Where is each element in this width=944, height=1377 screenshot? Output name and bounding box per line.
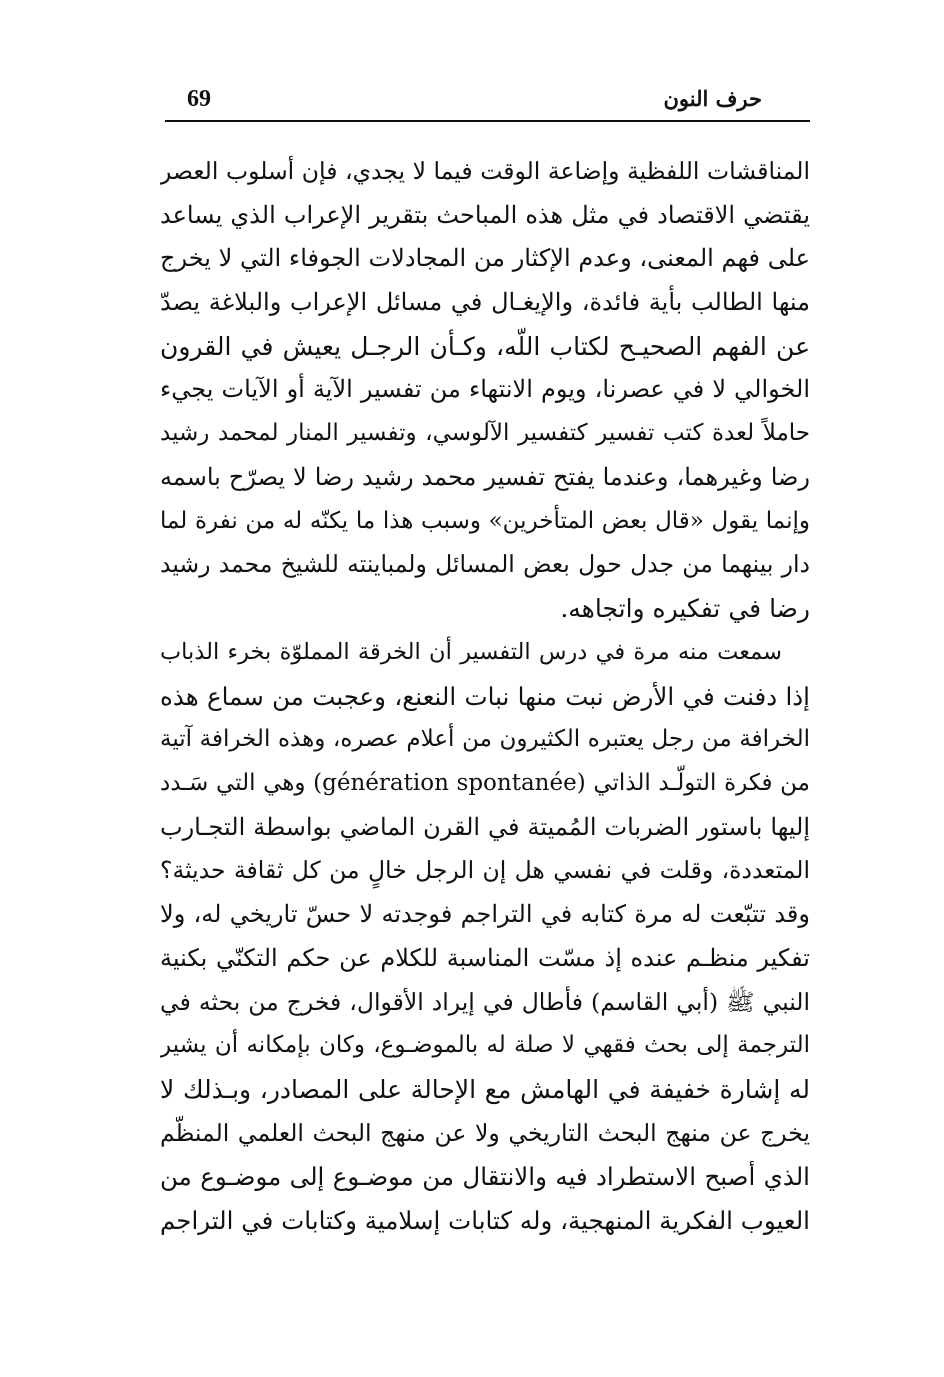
text-line: رضا وغيرهما، وعندما يفتح تفسير محمد رشيد رضا لا يصرّح باسمه bbox=[160, 462, 810, 491]
text-line: المناقشات اللفظية وإضاعة الوقت فيما لا يجدي، فإن أسلوب العصر bbox=[160, 157, 810, 185]
text-line: تفكير منظـم عنده إذ مسّت المناسبة للكلام عن حكم التكنّي بكنية bbox=[160, 943, 810, 972]
text-line: عن الفهم الصحيـح لكتاب اللّه، وكـأن الرجـل يعيش في القرون bbox=[160, 331, 810, 361]
text-line: النبي ﷺ (أبي القاسم) فأطال في إيراد الأقوال، فخرج من بحثه في bbox=[160, 987, 810, 1016]
text-line: يخرج عن منهج البحث التاريخي ولا عن منهج البحث العلمي المنظّم bbox=[160, 1118, 810, 1147]
paragraph-1 bbox=[160, 150, 810, 631]
text-line: من فكرة التولّـد الذاتي (génération spontanée) وهي التي سَـدد bbox=[160, 770, 810, 797]
text-line: إليها باستور الضربات المُميتة في القرن الماضي بواسطة التجـارب bbox=[160, 812, 810, 841]
text-line: إذا دفنت في الأرض نبت منها نبات النعنع، وعجبت من سماع هذه bbox=[160, 681, 810, 711]
running-head: حرف النون bbox=[663, 86, 762, 111]
text-line: على فهم المعنى، وعدم الإكثار من المجادلات الجوفاء التي لا يخرج bbox=[160, 244, 810, 273]
text-line: المتعددة، وقلت في نفسي هل إن الرجل خالٍ من كل ثقافة حديثة؟ bbox=[160, 856, 810, 885]
text-line: الخوالي لا في عصرنا، ويوم الانتهاء من تفسير الآية أو الآيات يجيء bbox=[160, 375, 810, 404]
paragraph-2 bbox=[160, 631, 810, 1243]
text-line: له إشارة خفيفة في الهامش مع الإحالة على المصادر، وبـذلك لا bbox=[160, 1074, 810, 1104]
text-line: الذي أصبح الاستطراد فيه والانتقال من موضـوع إلى موضـوع من bbox=[160, 1162, 810, 1192]
text-line: وقد تتبّعت له مرة كتابه في التراجم فوجدته لا حسّ تاريخي له، ولا bbox=[160, 900, 810, 929]
text-line: الترجمة إلى بحث فقهي لا صلة له بالموضـوع، وكان بإمكانه أن يشير bbox=[160, 1032, 810, 1059]
text-line: رضا في تفكيره واتجاهه. bbox=[560, 593, 810, 623]
text-line: العيوب الفكرية المنهجية، وله كتابات إسلامية وكتابات في التراجم bbox=[160, 1205, 810, 1235]
text-line: دار بينهما من جدل حول بعض المسائل ولمباينته للشيخ محمد رشيد bbox=[160, 550, 810, 579]
text-line: سمعت منه مرة في درس التفسير أن الخرقة المملوّة بخرء الذباب bbox=[160, 639, 782, 665]
text-line: وإنما يقول «قال بعض المتأخرين» وسبب هذا ما يكنّه له من نفرة لما bbox=[160, 507, 810, 534]
page-number: 69 bbox=[187, 86, 211, 112]
text-line: يقتضي الاقتصاد في مثل هذه المباحث بتقرير الإعراب الذي يساعد bbox=[160, 200, 810, 229]
text-line: منها الطالب بأية فائدة، والإيغـال في مسائل الإعراب والبلاغة يصدّ bbox=[160, 288, 810, 317]
text-line: الخرافة من رجل يعتبره الكثيرون من أعلام عصره، وهذه الخرافة آتية bbox=[160, 726, 810, 753]
page-header bbox=[165, 80, 810, 122]
text-line: حاملاً لعدة كتب تفسير كتفسير الآلوسي، وتفسير المنار لمحمد رشيد bbox=[160, 420, 810, 447]
